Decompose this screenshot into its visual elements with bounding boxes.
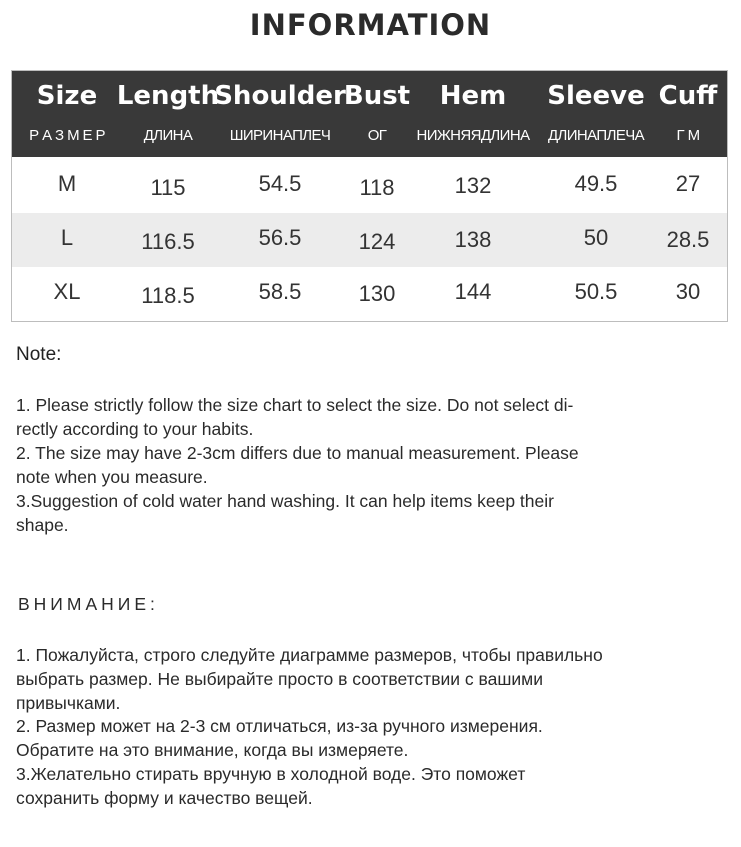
cell-hem: 144 xyxy=(454,279,492,304)
note-item-text: 3.Suggestion of cold water hand washing. It can help items keep their shape. xyxy=(16,491,554,535)
cell-hem: 132 xyxy=(454,173,492,198)
attention-item-3 xyxy=(16,762,716,810)
table-row xyxy=(12,267,727,321)
cell-bust: 130 xyxy=(358,281,396,306)
header-size xyxy=(26,71,108,157)
cell-length: 115 xyxy=(150,175,186,200)
header-length-ru: ДЛИНА xyxy=(143,127,193,144)
header-length-en: Length xyxy=(116,81,220,111)
attention-title: ВНИМАНИЕ: xyxy=(18,594,159,614)
table-row xyxy=(12,159,727,213)
cell-sleeve: 50 xyxy=(583,225,609,250)
header-size-ru: Р А З М Е Р xyxy=(29,127,105,144)
cell-shoulder: 54.5 xyxy=(258,171,302,196)
header-hem-en: Hem xyxy=(439,81,507,111)
table-row xyxy=(12,213,727,267)
header-size-en: Size xyxy=(36,81,98,111)
note-item-3 xyxy=(16,489,716,537)
note-item-text: 2. The size may have 2-3cm differs due to manual measurement. Please note when you measure. xyxy=(16,443,579,487)
page-title: INFORMATION xyxy=(249,8,492,42)
attention-item-2 xyxy=(16,714,716,762)
note-item-1 xyxy=(16,393,716,441)
note-title: Note: xyxy=(16,344,62,365)
header-cuff xyxy=(652,71,724,157)
header-cuff-en: Cuff xyxy=(658,81,718,111)
header-shoulder xyxy=(214,71,346,157)
cell-hem: 138 xyxy=(454,227,492,252)
cell-bust: 118 xyxy=(359,175,395,200)
cell-cuff: 30 xyxy=(675,279,701,304)
cell-length: 118.5 xyxy=(141,283,195,308)
header-sleeve-ru: ДЛИНАПЛЕЧА xyxy=(547,127,645,144)
header-shoulder-ru: ШИРИНАПЛЕЧ xyxy=(229,127,331,144)
cell-cuff: 27 xyxy=(675,171,701,196)
cell-shoulder: 56.5 xyxy=(258,225,302,250)
cell-size: L xyxy=(60,225,74,250)
attention-item-text: 3.Желательно стирать вручную в холодной воде. Это поможет сохранить форму и качество вещей. xyxy=(16,764,526,808)
cell-size: M xyxy=(57,171,77,196)
header-shoulder-en: Shoulder xyxy=(214,81,346,111)
cell-length: 116.5 xyxy=(141,229,195,254)
header-sleeve-en: Sleeve xyxy=(547,81,645,111)
header-length xyxy=(118,71,218,157)
cell-cuff: 28.5 xyxy=(666,227,710,252)
note-item-text: 1. Please strictly follow the size chart to select the size. Do not select di- rectly according to your habits. xyxy=(16,395,574,439)
header-bust-ru: ОГ xyxy=(367,127,387,144)
cell-size: XL xyxy=(53,279,81,304)
size-chart-table xyxy=(11,70,728,322)
cell-bust: 124 xyxy=(358,229,396,254)
header-cuff-ru: Г М xyxy=(676,127,700,144)
cell-sleeve: 49.5 xyxy=(574,171,618,196)
attention-item-text: 1. Пожалуйста, строго следуйте диаграмме размеров, чтобы правильно выбрать размер. Не выбирайте просто в соответствии с вашими привычками. xyxy=(16,645,603,713)
note-item-2 xyxy=(16,441,716,489)
cell-sleeve: 50.5 xyxy=(574,279,618,304)
attention-item-1 xyxy=(16,643,716,715)
table-header xyxy=(12,71,727,157)
cell-shoulder: 58.5 xyxy=(258,279,302,304)
header-bust-en: Bust xyxy=(343,81,411,111)
header-hem-ru: НИЖНЯЯДЛИНА xyxy=(416,127,530,144)
attention-item-text: 2. Размер может на 2-3 см отличаться, из-за ручного измерения. Обратите на это внимание, когда вы измеряете. xyxy=(16,716,543,760)
header-hem xyxy=(412,71,534,157)
